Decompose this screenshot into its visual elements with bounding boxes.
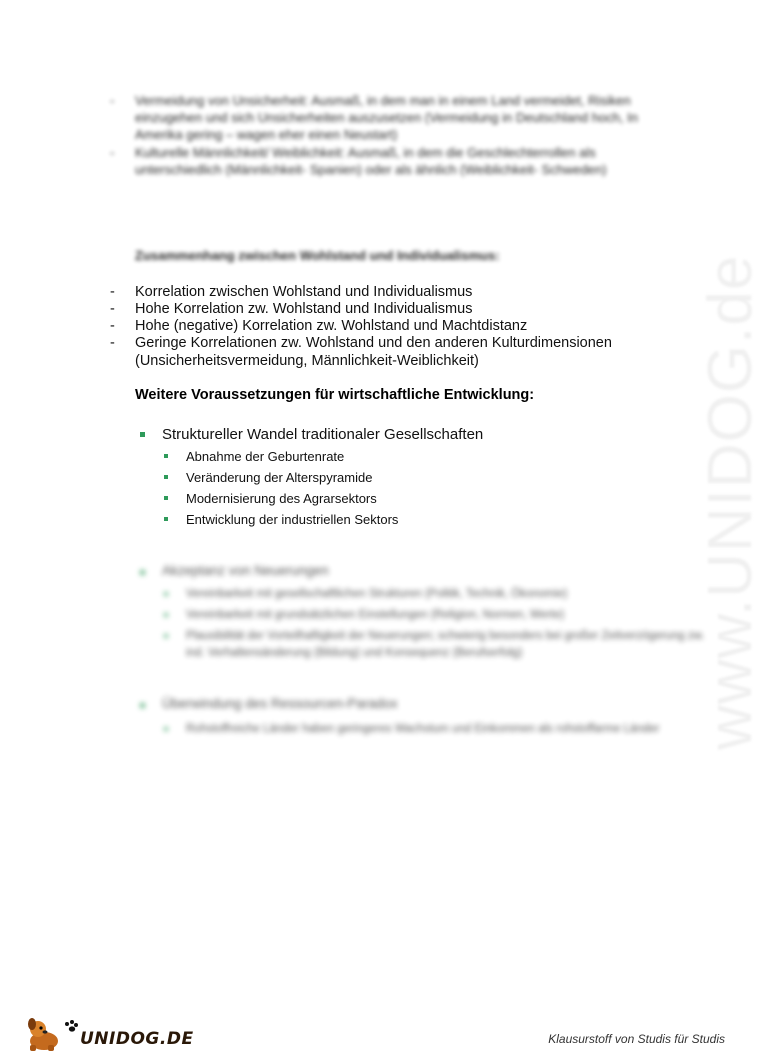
section-title: Akzeptanz von Neuerungen [162, 563, 329, 578]
bullet-square-icon [164, 727, 168, 731]
list-item: Vereinbarkeit mit gesellschaftlichen Strukturen (Politik, Technik, Ökonomie) [186, 588, 568, 600]
bullet-square-icon [164, 517, 168, 521]
blurred-heading: Zusammenhang zwischen Wohlstand und Individualismus: [135, 248, 500, 263]
bullet-square-icon [140, 432, 145, 437]
list-item: Rohstoffreiche Länder haben geringeres Wachstum und Einkommen als rohstoffarme Länder [186, 723, 660, 735]
section-title: Überwindung des Ressourcen-Paradox [162, 696, 398, 711]
unidog-logo [22, 1015, 194, 1051]
bullet-square-icon [164, 475, 168, 479]
bullet-square-icon [164, 613, 168, 617]
section-heading: Weitere Voraussetzungen für wirtschaftliche Entwicklung: [135, 387, 535, 403]
list-item: Vereinbarkeit mit grundsätzlichen Einstellungen (Religion, Normen, Werte) [186, 609, 565, 621]
bullet-square-icon [164, 592, 168, 596]
blurred-list-item: - Kulturelle Männlichkeit/ Weiblichkeit: Ausmaß, in dem die Geschlechterrollen als unterschiedlich (Männlichkeit- Spanien) oder als ähnlich (Weiblichkeit- Schweden) [110, 145, 607, 177]
list-item: Abnahme der Geburtenrate [186, 449, 345, 464]
list-item: Veränderung der Alterspyramide [186, 470, 373, 485]
list-item: - Geringe Korrelationen zw. Wohlstand und den anderen Kulturdimensionen (Unsicherheitsvermeidung, Männlichkeit-Weiblichkeit) [110, 335, 612, 369]
list-item: - Hohe (negative) Korrelation zw. Wohlstand und Machtdistanz [110, 318, 528, 334]
dog-icon [22, 1015, 80, 1053]
bullet-square-icon [164, 634, 168, 638]
list-item: Plausibilität der Vorteilhaftigkeit der Neuerungen; schwierig besonders bei großer Zeitverzögerung zw. ind. Verhaltensänderung (Bildung) und Konsequenz (Berufserfolg) [186, 630, 705, 659]
footer-tagline: Klausurstoff von Studis für Studis [548, 1032, 725, 1046]
list-item: Entwicklung der industriellen Sektors [186, 512, 399, 527]
list-item: - Hohe Korrelation zw. Wohlstand und Individualismus [110, 301, 473, 317]
bullet-square-icon [164, 496, 168, 500]
bullet-square-icon [140, 703, 145, 708]
list-item: Modernisierung des Agrarsektors [186, 491, 377, 506]
list-item: - Korrelation zwischen Wohlstand und Individualismus [110, 284, 473, 300]
blurred-list-item: - Vermeidung von Unsicherheit: Ausmaß, in dem man in einem Land vermeidet, Risiken einzugehen und sich Unsicherheiten auszusetzen (Vermeidung in Deutschland hoch, In Amerika gering – wagen eher einen Neustart) [110, 93, 638, 142]
section-title: Struktureller Wandel traditionaler Gesellschaften [162, 426, 484, 443]
bullet-square-icon [164, 454, 168, 458]
bullet-square-icon [140, 570, 145, 575]
watermark-text: www.UNIDOG.de [696, 254, 765, 750]
logo-text: UNIDOG.DE [80, 1029, 194, 1049]
